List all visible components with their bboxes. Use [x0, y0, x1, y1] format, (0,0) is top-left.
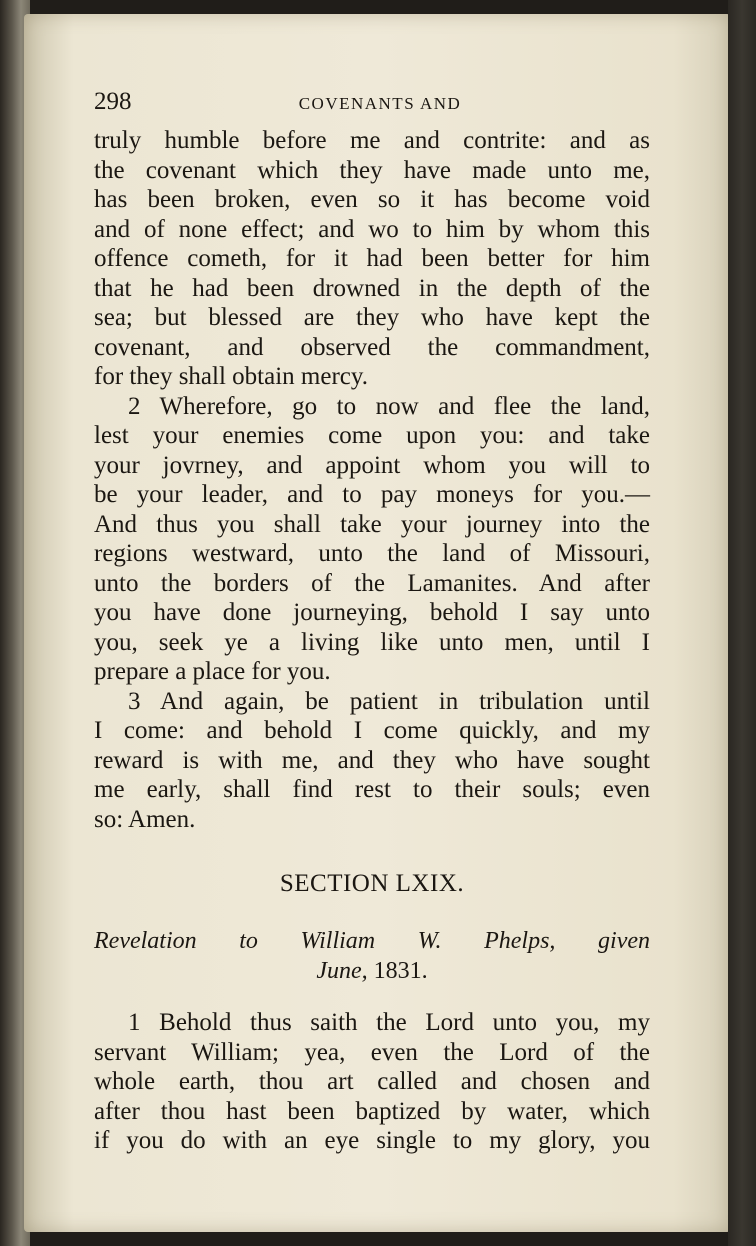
text-line: be your leader, and to pay moneys for you.—	[94, 481, 650, 508]
page-header	[94, 86, 650, 122]
text-line: sea; but blessed are they who have kept the	[94, 304, 650, 331]
text-line: the covenant which they have made unto me,	[94, 156, 650, 184]
page-number: 298	[94, 88, 132, 115]
text-line: for they shall obtain mercy.	[94, 363, 368, 390]
section-subheading: Revelation to William W. Phelps, given	[94, 928, 650, 954]
verse-1	[94, 1008, 650, 1156]
text-line: 2 Wherefore, go to now and flee the land,	[128, 392, 650, 420]
text-line: 1 Behold thus saith the Lord unto you, my	[128, 1009, 650, 1036]
section-heading: SECTION LXIX.	[279, 870, 465, 897]
text-line: And thus you shall take your journey into the	[94, 510, 650, 538]
text-line: after thou hast been baptized by water, which	[94, 1097, 650, 1125]
text-line: regions westward, unto the land of Missouri,	[94, 540, 650, 567]
text-line: if you do with an eye single to my glory, you	[94, 1127, 650, 1154]
text-line: reward is with me, and they who have sought	[94, 746, 650, 774]
section-date-month: June,	[316, 958, 368, 984]
verse-3	[94, 687, 650, 835]
text-line: that he had been drowned in the depth of the	[94, 274, 650, 302]
text-line: truly humble before me and contrite: and as	[94, 127, 650, 154]
text-line: you have done journeying, behold I say unto	[94, 599, 650, 626]
text-line: offence cometh, for it had been better for him	[94, 245, 650, 272]
continued-paragraph	[94, 126, 650, 392]
text-line: me early, shall find rest to their souls; even	[94, 776, 650, 803]
text-line: your jovrney, and appoint whom you will to	[94, 451, 650, 479]
text-line: unto the borders of the Lamanites. And after	[94, 569, 650, 597]
text-line: 3 And again, be patient in tribulation until	[128, 687, 650, 715]
text-line: so: Amen.	[94, 805, 196, 833]
text-line: you, seek ye a living like unto men, until I	[94, 628, 650, 656]
running-head: COVENANTS AND	[298, 94, 462, 113]
text-line: prepare a place for you.	[94, 658, 331, 685]
page-text	[94, 86, 650, 1156]
text-line: has been broken, even so it has become void	[94, 186, 650, 213]
text-line: whole earth, thou art called and chosen and	[94, 1068, 650, 1095]
text-line: and of none effect; and wo to him by whom this	[94, 215, 650, 243]
section-date	[94, 956, 650, 986]
text-line: covenant, and observed the commandment,	[94, 333, 650, 361]
verse-2	[94, 392, 650, 687]
page-edge	[728, 0, 756, 1246]
text-line: servant William; yea, even the Lord of the	[94, 1038, 650, 1066]
text-line: lest your enemies come upon you: and take	[94, 422, 650, 449]
section-date-year: 1831.	[373, 958, 428, 984]
text-line: I come: and behold I come quickly, and my	[94, 717, 650, 744]
